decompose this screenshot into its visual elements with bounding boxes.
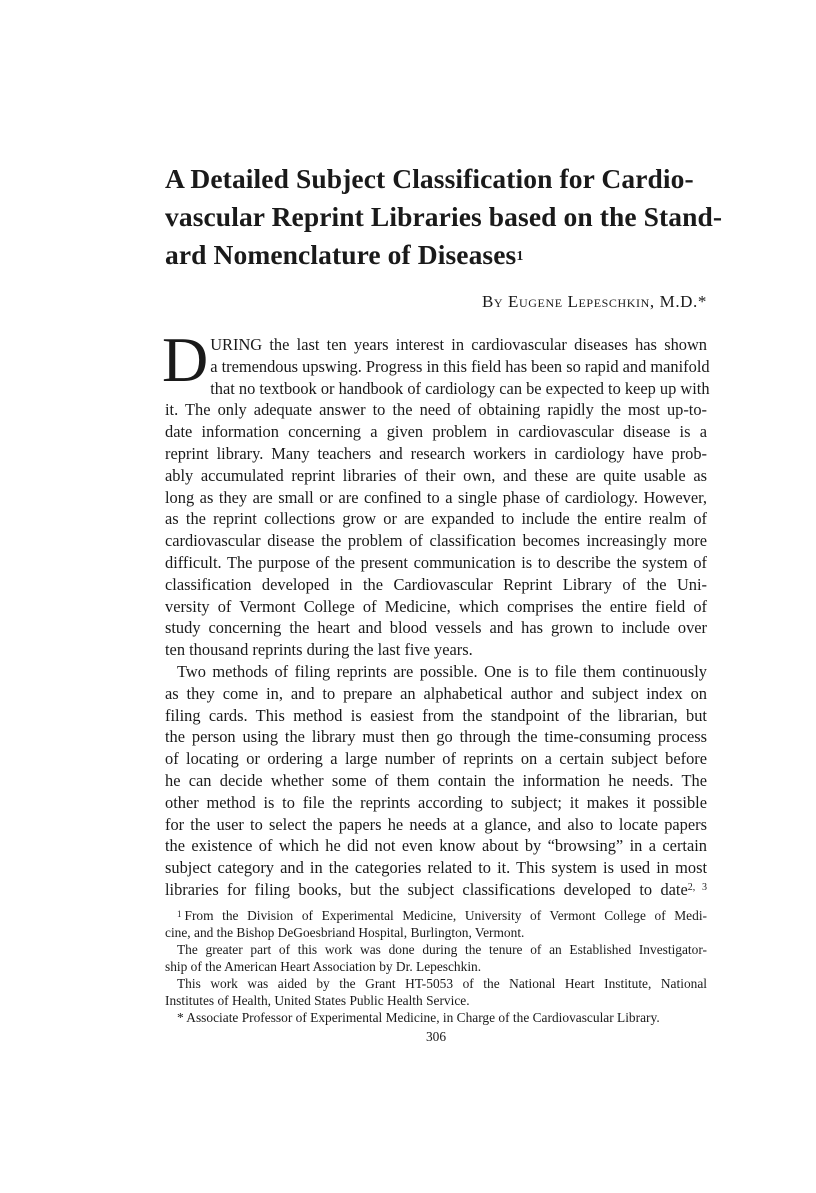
reference-mark: 2, 3 xyxy=(687,881,708,893)
drop-cap: D xyxy=(162,324,209,395)
paragraph-1-line: versity of Vermont College of Medicine, which comprises the entire field of xyxy=(165,596,707,616)
paragraph-1-line: date information concerning a given problem in cardiovascular disease is a xyxy=(165,422,707,442)
paragraph-1-line: study concerning the heart and blood vessels and has grown to include over xyxy=(165,618,707,638)
paragraph-2 xyxy=(165,661,707,901)
paragraph-1-line: long as they are small or are confined to a single phase of cardiology. However, xyxy=(165,487,707,507)
paragraph-1-line: ably accumulated reprint libraries of their own, and these are quite usable as xyxy=(165,465,707,485)
paragraph-1-line: it. The only adequate answer to the need of obtaining rapidly the most up-to- xyxy=(165,400,707,420)
footnote-4: * Associate Professor of Experimental Medicine, in Charge of the Cardiovascular Library. xyxy=(177,1009,660,1025)
paragraph-2-line: filing cards. This method is easiest from the standpoint of the librarian, but xyxy=(165,705,707,725)
paragraph-1-line: cardiovascular disease the problem of classification becomes increasingly more xyxy=(165,531,707,551)
paragraph-1-line: difficult. The purpose of the present communication is to describe the system of xyxy=(165,552,707,572)
paragraph-1-line: that no textbook or handbook of cardiology can be expected to keep up with xyxy=(210,378,710,398)
paragraph-1 xyxy=(162,324,710,661)
footnote-3-line-2: Institutes of Health, United States Public Health Service. xyxy=(165,992,470,1008)
title-footnote-mark: 1 xyxy=(516,249,524,264)
title-line-2: vascular Reprint Libraries based on the Stand- xyxy=(165,201,723,232)
footnote-1-mark: 1 xyxy=(177,908,182,919)
paragraph-1-line: ten thousand reprints during the last five years. xyxy=(165,640,473,660)
footnotes xyxy=(165,907,707,1026)
paragraph-2-line: for the user to select the papers he needs at a glance, and also to locate papers xyxy=(165,814,707,834)
paragraph-1-line: classification developed in the Cardiovascular Reprint Library of the Uni- xyxy=(165,574,707,594)
footnote-1-line-1 xyxy=(165,907,707,924)
paragraph-2-line: of locating or ordering a large number of reprints on a certain subject before xyxy=(165,749,707,769)
paragraph-2-line: the person using the library must then go through the time-consuming process xyxy=(165,727,707,747)
paragraph-2-line: Two methods of filing reprints are possible. One is to file them continuously xyxy=(177,661,707,681)
author-degree: , M.D.* xyxy=(649,292,707,311)
paragraph-2-last-text: libraries for filing books, but the subject classifications developed to date xyxy=(165,879,688,899)
paragraph-1-line: as the reprint collections grow or are expanded to include the entire realm of xyxy=(165,509,707,529)
article-body xyxy=(162,324,710,901)
article-title xyxy=(165,160,723,274)
paragraph-1-line: URING the last ten years interest in cardiovascular diseases has shown xyxy=(210,335,707,354)
paragraph-2-line: subject category and in the categories related to it. This system is used in most xyxy=(165,858,707,878)
paragraph-1-line: reprint library. Many teachers and research workers in cardiology have prob- xyxy=(165,443,707,463)
author-byline xyxy=(165,292,707,312)
author-name: Eugene Lepeschkin xyxy=(508,292,650,311)
footnote-2-line-2: ship of the American Heart Association by Dr. Lepeschkin. xyxy=(165,958,482,974)
article-page xyxy=(162,160,723,1045)
paragraph-2-line: other method is to file the reprints according to subject; it makes it possible xyxy=(165,792,707,812)
byline-prefix: By xyxy=(481,292,504,311)
paragraph-2-line: the existence of which he did not even know about by “browsing” in a certain xyxy=(165,836,707,856)
footnote-2-line-1: The greater part of this work was done during the tenure of an Established Investigator- xyxy=(177,941,707,957)
paragraph-1-line: a tremendous upswing. Progress in this field has been so rapid and manifold xyxy=(210,356,710,376)
footnote-1-line-2: cine, and the Bishop DeGoesbriand Hospital, Burlington, Vermont. xyxy=(165,924,525,940)
footnote-1-text-1: From the Division of Experimental Medicine, University of Vermont College of Medi- xyxy=(184,907,707,923)
paragraph-2-line: as they come in, and to prepare an alphabetical author and subject index on xyxy=(165,683,707,703)
title-line-1: A Detailed Subject Classification for Cardio- xyxy=(165,163,694,194)
title-line-3-text: ard Nomenclature of Diseases xyxy=(165,239,517,270)
footnote-3-line-1: This work was aided by the Grant HT-5053 of the National Heart Institute, National xyxy=(177,975,707,991)
page-number: 306 xyxy=(425,1028,447,1044)
title-line-3 xyxy=(165,236,707,274)
paragraph-2-line: he can decide whether some of them contain the information he needs. The xyxy=(165,770,707,790)
paragraph-2-line xyxy=(165,879,707,901)
